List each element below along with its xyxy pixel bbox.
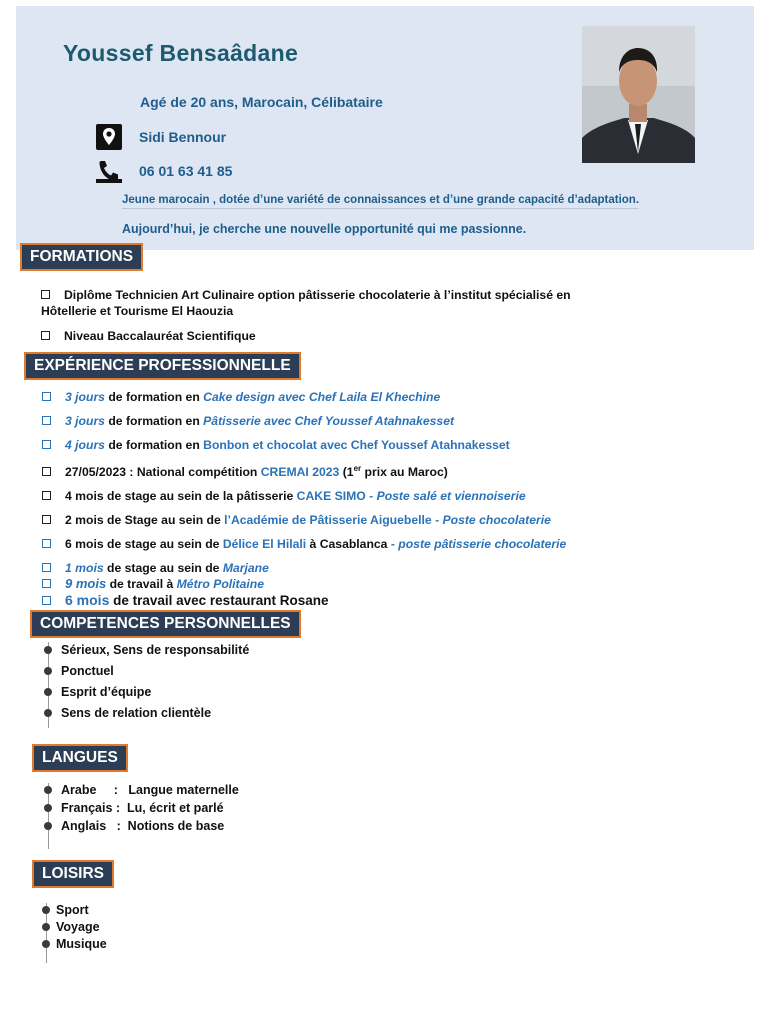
checkbox-icon — [42, 440, 51, 449]
list-item: 4 jours de formation en Bonbon et chocolat avec Chef Youssef Atahnakesset — [42, 437, 566, 453]
list-item: 6 mois de travail avec restaurant Rosane — [42, 592, 566, 609]
list-item: Diplôme Technicien Art Culinaire option pâtisserie chocolaterie à l’institut spécialisé en — [41, 287, 571, 303]
list-item: 3 jours de formation en Cake design avec Chef Laila El Khechine — [42, 389, 566, 405]
list-item: 6 mois de stage au sein de Délice El Hilali à Casablanca - poste pâtisserie chocolaterie — [42, 536, 566, 552]
list-item: Musique — [42, 937, 107, 951]
section-title-experience: EXPÉRIENCE PROFESSIONNELLE — [24, 352, 301, 380]
bullet-icon — [42, 906, 50, 914]
intro-line-1: Jeune marocain , dotée d’une variété de connaissances et d’une grande capacité d’adaptation. — [122, 194, 639, 209]
checkbox-icon — [42, 515, 51, 524]
list-item: 4 mois de stage au sein de la pâtisserie CAKE SIMO - Poste salé et viennoiserie — [42, 488, 566, 504]
competences-list — [44, 642, 344, 732]
location-pin-icon — [96, 124, 122, 150]
checkbox-icon — [42, 416, 51, 425]
header-panel — [16, 6, 754, 250]
contact-city — [96, 124, 226, 150]
list-item: Sport — [42, 903, 89, 917]
checkbox-icon — [42, 579, 51, 588]
checkbox-icon — [41, 331, 50, 340]
loisirs-list — [42, 903, 242, 967]
checkbox-icon — [42, 539, 51, 548]
list-item: Ponctuel — [44, 664, 114, 678]
checkbox-icon — [42, 467, 51, 476]
bullet-icon — [44, 667, 52, 675]
list-item: Sens de relation clientèle — [44, 706, 211, 720]
section-title-loisirs: LOISIRS — [32, 860, 114, 888]
phone-icon — [96, 158, 122, 184]
checkbox-icon — [41, 290, 50, 299]
list-item: Niveau Baccalauréat Scientifique — [41, 328, 571, 344]
list-item: Français : Lu, écrit et parlé — [44, 801, 224, 815]
list-item: 2 mois de Stage au sein de l’Académie de Pâtisserie Aiguebelle - Poste chocolaterie — [42, 512, 566, 528]
contact-phone — [96, 158, 232, 184]
list-item: Voyage — [42, 920, 100, 934]
section-title-competences: COMPETENCES PERSONNELLES — [30, 610, 301, 638]
list-item: Esprit d’équipe — [44, 685, 151, 699]
bullet-icon — [44, 688, 52, 696]
bullet-icon — [44, 709, 52, 717]
checkbox-icon — [42, 596, 51, 605]
list-item: Sérieux, Sens de responsabilité — [44, 643, 249, 657]
personal-summary: Agé de 20 ans, Marocain, Célibataire — [140, 94, 383, 110]
phone-text: 06 01 63 41 85 — [139, 163, 233, 179]
checkbox-icon — [42, 392, 51, 401]
list-item: 9 mois de travail à Métro Politaine — [42, 576, 566, 592]
list-item: Hôtellerie et Tourisme El Haouzia — [41, 304, 234, 318]
bullet-icon — [42, 923, 50, 931]
langues-list — [44, 783, 344, 853]
bullet-icon — [44, 822, 52, 830]
list-item: 1 mois de stage au sein de Marjane — [42, 560, 566, 576]
candidate-name: Youssef Bensaâdane — [63, 40, 299, 66]
experience-list — [42, 389, 566, 609]
list-item: Arabe : Langue maternelle — [44, 783, 239, 797]
list-item: 27/05/2023 : National compétition CREMAI 2023 (1er prix au Maroc) — [42, 461, 566, 480]
city-text: Sidi Bennour — [139, 129, 227, 145]
bullet-icon — [44, 646, 52, 654]
bullet-icon — [44, 804, 52, 812]
formations-list — [41, 287, 571, 344]
bullet-icon — [44, 786, 52, 794]
checkbox-icon — [42, 491, 51, 500]
profile-photo — [582, 26, 695, 163]
section-title-langues: LANGUES — [32, 744, 128, 772]
checkbox-icon — [42, 563, 51, 572]
intro-line-2: Aujourd’hui, je cherche une nouvelle opportunité qui me passionne. — [122, 222, 527, 236]
list-item: 3 jours de formation en Pâtisserie avec Chef Youssef Atahnakesset — [42, 413, 566, 429]
bullet-icon — [42, 940, 50, 948]
list-item: Anglais : Notions de base — [44, 819, 224, 833]
section-title-formations: FORMATIONS — [20, 243, 143, 271]
